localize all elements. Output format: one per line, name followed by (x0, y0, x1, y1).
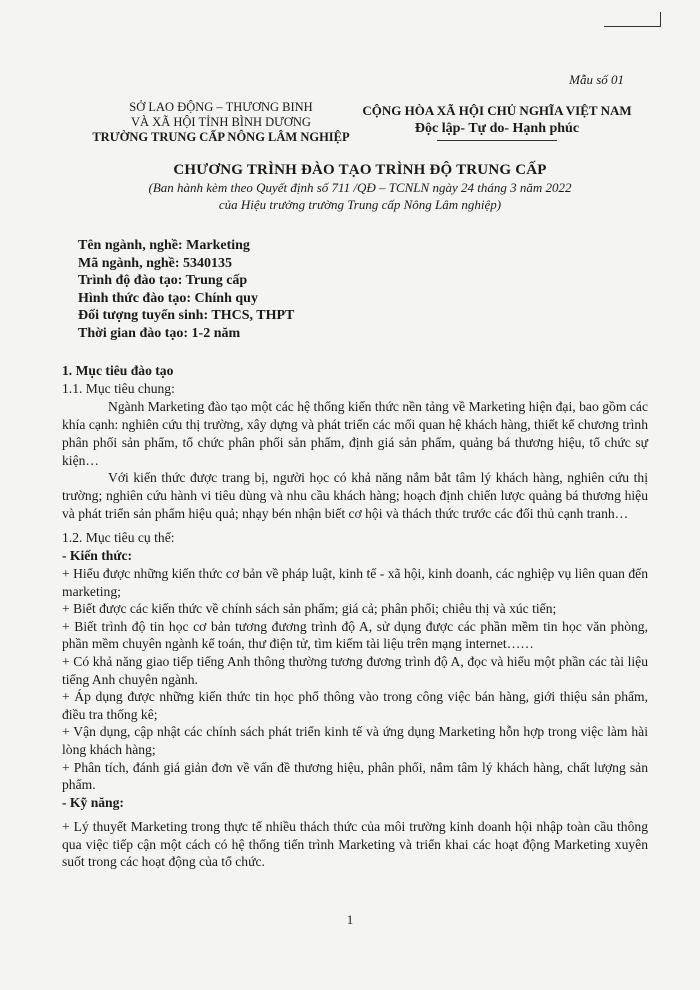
title-block (60, 162, 660, 213)
training-level: Trình độ đào tạo: Trung cấp (78, 273, 248, 289)
ministry-line-2: VÀ XÃ HỘI TỈNH BÌNH DƯƠNG (131, 115, 311, 129)
enrollment-target: Đối tượng tuyển sinh: THCS, THPT (78, 308, 295, 324)
knowledge-heading: - Kiến thức: (62, 548, 133, 564)
skills-heading: - Kỹ năng: (62, 794, 124, 810)
ministry-line-1: SỞ LAO ĐỘNG – THƯƠNG BINH (129, 100, 313, 114)
list-item: + Hiểu được những kiến thức cơ bản về pháp luật, kinh tế - xã hội, kinh doanh, các nghiệp vụ liên quan đến marketing; (62, 565, 648, 599)
list-item: + Phân tích, đánh giá giản đơn về vấn đề thương hiệu, phân phối, nắm tâm lý khách hàng, chất lượng sản phẩm. (62, 759, 648, 793)
national-motto: Độc lập- Tự do- Hạnh phúc (414, 121, 580, 136)
decision-reference: (Ban hành kèm theo Quyết định số 711 /QĐ – TCNLN ngày 24 tháng 3 năm 2022 (148, 180, 572, 195)
training-form: Hình thức đào tạo: Chính quy (78, 290, 258, 306)
list-item: + Áp dụng được những kiến thức tin học phổ thông vào trong công việc bán hàng, giới thiệu sản phẩm, điều tra thống kê; (62, 689, 648, 722)
header-right (352, 102, 642, 141)
school-name: TRƯỜNG TRUNG CẤP NÔNG LÂM NGHIỆP (92, 130, 350, 144)
general-paragraph-1: Ngành Marketing đào tạo một các hệ thống kiến thức nền tảng về Marketing hiện đại, bao gồm các khía cạnh: nghiên cứu thị trường, xây dựng và phát triển các mối quan hệ khách hàng, thiết kế chương trình phân phối sản phẩm, tổ chức phân phối sản phẩm, định giá sản phẩm, quảng bá thương hiệu, tổ chức sự kiện… (62, 398, 648, 468)
major-code: Mã ngành, nghề: 5340135 (78, 255, 233, 271)
program-info (78, 237, 638, 343)
specific-objective-heading: 1.2. Mục tiêu cụ thể: (62, 530, 175, 546)
list-item: + Biết trình độ tin học cơ bản tương đương trình độ A, sử dụng được các phần mềm tin học văn phòng, phần mềm chuyên ngành kế toán, thư điện tử, tìm kiếm tài liệu trên mạng internet…… (62, 618, 648, 652)
section-heading: 1. Mục tiêu đào tạo (62, 363, 174, 378)
major-name: Tên ngành, nghề: Marketing (78, 238, 250, 253)
header-left (86, 100, 356, 145)
list-item: + Có khả năng giao tiếp tiếng Anh thông thường tương đương trình độ A, đọc và hiểu một phần các tài liệu tiếng Anh chuyên ngành. (62, 653, 648, 687)
country-name: CỘNG HÒA XÃ HỘI CHỦ NGHĨA VIỆT NAM (362, 103, 632, 118)
general-paragraph-2: Với kiến thức được trang bị, người học có khả năng nắm bắt tâm lý khách hàng, nghiên cứu thị trường; nghiên cứu hành vi tiêu dùng và nhu cầu khách hàng; hoạch định chiến lược quảng bá thương hiệu và phát triển sản phẩm hiệu quả; nhạy bén nhận biết cơ hội và thách thức trước các đối thủ cạnh tranh… (62, 470, 648, 522)
list-item: + Vận dụng, cập nhật các chính sách phát triển kinh tế và ứng dụng Marketing hỗn hợp trong việc làm hài lòng khách hàng; (62, 724, 648, 757)
training-duration: Thời gian đào tạo: 1-2 năm (78, 325, 241, 341)
corner-mark (604, 12, 661, 27)
form-number: Mẫu số 01 (569, 72, 624, 87)
list-item: + Biết được các kiến thức về chính sách sản phẩm; giá cả; phân phối; chiêu thị và xúc tiến; (62, 601, 557, 617)
document-body (62, 362, 648, 871)
list-item: + Lý thuyết Marketing trong thực tế nhiều thách thức của môi trường kinh doanh hội nhập toàn cầu thông qua việc tiếp cận một cách có hệ thống tiến trình Marketing và triển khai các hoạt động Marketing xuyên suốt trong các hoạt động của tổ chức. (62, 818, 648, 870)
page-number: 1 (346, 912, 354, 927)
issuer-reference: của Hiệu trưởng trường Trung cấp Nông Lâm nghiệp) (218, 197, 502, 212)
general-objective-heading: 1.1. Mục tiêu chung: (62, 380, 175, 396)
document-title: CHƯƠNG TRÌNH ĐÀO TẠO TRÌNH ĐỘ TRUNG CẤP (173, 162, 547, 178)
motto-underline (437, 140, 557, 141)
